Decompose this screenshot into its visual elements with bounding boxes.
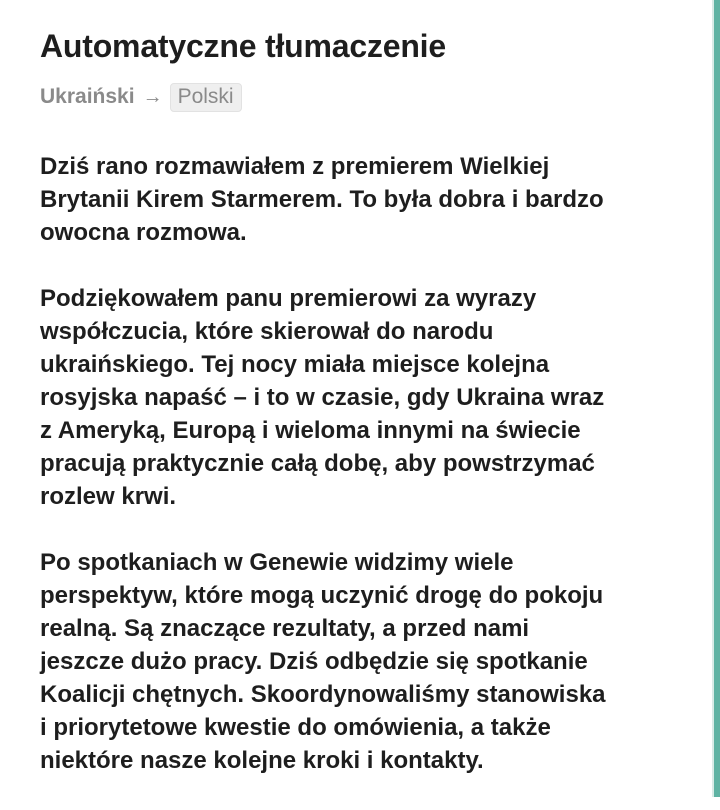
translated-text [40,150,690,810]
window-edge-accent [714,0,720,797]
panel-title: Automatyczne tłumaczenie [40,28,446,64]
translated-paragraph-2: Podziękowałem panu premierowi za wyrazy współczucia, które skierował do narodu ukraińskiego. Tej nocy miała miejsce kolejna rosyjska napaść – i to w czasie, gdy Ukraina wraz z Ameryką, Europą i wieloma innymi na świecie pracują praktycznie całą dobę, aby powstrzymać rozlew krwi. [40,285,605,510]
source-language-label: Ukraiński [40,85,135,108]
language-direction [40,82,242,112]
arrow-right-icon: → [142,85,163,108]
translated-paragraph-1: Dziś rano rozmawiałem z premierem Wielkiej Brytanii Kirem Starmerem. To była dobra i bardzo owocna rozmowa. [40,153,604,246]
target-language-chip[interactable]: Polski [170,83,242,112]
translated-paragraph-3: Po spotkaniach w Genewie widzimy wiele perspektyw, które mogą uczynić drogę do pokoju realną. Są znaczące rezultaty, a przed nami jeszcze dużo pracy. Dziś odbędzie się spotkanie Koalicji chętnych. Skoordynowaliśmy stanowiska i priorytetowe kwestie do omówienia, a także niektóre nasze kolejne kroki i kontakty. [40,549,606,774]
